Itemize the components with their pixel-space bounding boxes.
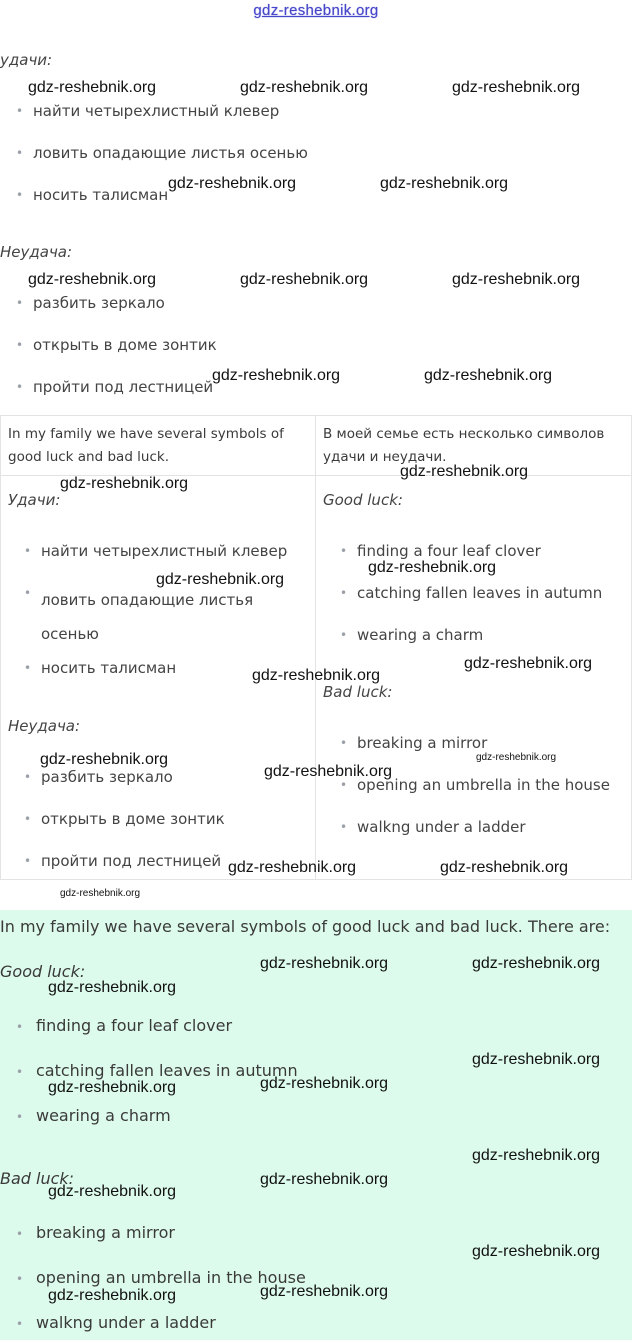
list-item: • носить талисман	[33, 185, 168, 205]
list-item: • разбить зеркало	[33, 293, 165, 313]
table-left-header: In my family we have several symbols of good luck and bad luck.	[8, 426, 284, 465]
watermark: gdz-reshebnik.org	[476, 752, 557, 763]
list-item: • открыть в доме зонтик	[33, 335, 217, 355]
list-item: • opening an umbrella in the house	[36, 1268, 306, 1287]
list-item: • ловить опадающие листья осенью	[41, 583, 271, 651]
watermark: gdz-reshebnik.org	[40, 751, 169, 768]
watermark: gdz-reshebnik.org	[472, 955, 601, 972]
table-right-bad-heading: Bad luck:	[323, 683, 393, 701]
list-item: • разбить зеркало	[41, 767, 173, 787]
watermark: gdz-reshebnik.org	[452, 79, 581, 96]
watermark: gdz-reshebnik.org	[28, 79, 157, 96]
table-column-divider	[315, 415, 316, 880]
watermark: gdz-reshebnik.org	[60, 888, 141, 899]
list-item: • walkng under a ladder	[36, 1313, 216, 1332]
watermark: gdz-reshebnik.org	[240, 271, 369, 288]
list-item: • finding a four leaf clover	[357, 541, 541, 561]
watermark: gdz-reshebnik.org	[168, 175, 297, 192]
list-item: • ловить опадающие листья осенью	[33, 143, 308, 163]
list-item: • пройти под лестницей	[41, 851, 221, 871]
watermark: gdz-reshebnik.org	[452, 271, 581, 288]
list-item: • wearing a charm	[357, 625, 483, 645]
watermark: gdz-reshebnik.org	[48, 1079, 177, 1096]
list-item: • catching fallen leaves in autumn	[357, 583, 602, 603]
watermark: gdz-reshebnik.org	[464, 655, 593, 672]
watermark: gdz-reshebnik.org	[28, 271, 157, 288]
watermark: gdz-reshebnik.org	[424, 367, 553, 384]
watermark: gdz-reshebnik.org	[260, 1171, 389, 1188]
list-item: • wearing a charm	[36, 1106, 171, 1125]
watermark: gdz-reshebnik.org	[472, 1243, 601, 1260]
bad-luck-heading-ru: Неудача:	[0, 243, 73, 261]
list-item: • открыть в доме зонтик	[41, 809, 225, 829]
site-link[interactable]: gdz-reshebnik.org	[253, 2, 379, 19]
watermark: gdz-reshebnik.org	[252, 667, 381, 684]
list-item: • найти четырехлистный клевер	[41, 541, 287, 561]
watermark: gdz-reshebnik.org	[260, 1283, 389, 1300]
watermark: gdz-reshebnik.org	[212, 367, 341, 384]
list-item: • finding a four leaf clover	[36, 1016, 232, 1035]
watermark: gdz-reshebnik.org	[260, 955, 389, 972]
watermark: gdz-reshebnik.org	[368, 559, 497, 576]
answer-intro: In my family we have several symbols of good luck and bad luck. There are:	[0, 917, 611, 936]
watermark: gdz-reshebnik.org	[240, 79, 369, 96]
list-item: • walkng under a ladder	[357, 817, 526, 837]
watermark: gdz-reshebnik.org	[380, 175, 509, 192]
watermark: gdz-reshebnik.org	[264, 763, 393, 780]
watermark: gdz-reshebnik.org	[60, 475, 189, 492]
watermark: gdz-reshebnik.org	[48, 1287, 177, 1304]
table-left-good-heading: Удачи:	[8, 491, 61, 509]
list-item: • найти четырехлистный клевер	[33, 101, 279, 121]
answer-bad-heading: Bad luck:	[0, 1169, 75, 1188]
list-item: • catching fallen leaves in autumn	[36, 1061, 298, 1080]
list-item: • пройти под лестницей	[33, 377, 213, 397]
watermark: gdz-reshebnik.org	[440, 859, 569, 876]
table-right-header: В моей семье есть несколько символов удачи и неудачи.	[323, 426, 605, 465]
watermark: gdz-reshebnik.org	[472, 1051, 601, 1068]
answer-good-heading: Good luck:	[0, 962, 86, 981]
watermark: gdz-reshebnik.org	[48, 979, 177, 996]
watermark: gdz-reshebnik.org	[228, 859, 357, 876]
list-item: • breaking a mirror	[36, 1223, 175, 1242]
table-right-good-heading: Good luck:	[323, 491, 403, 509]
list-item: • breaking a mirror	[357, 733, 487, 753]
list-item: • opening an umbrella in the house	[357, 775, 610, 795]
watermark: gdz-reshebnik.org	[260, 1075, 389, 1092]
watermark: gdz-reshebnik.org	[400, 463, 529, 480]
list-item: • носить талисман	[41, 658, 176, 678]
table-left-bad-heading: Неудача:	[8, 717, 81, 735]
watermark: gdz-reshebnik.org	[472, 1147, 601, 1164]
good-luck-heading-ru: удачи:	[0, 51, 53, 69]
watermark: gdz-reshebnik.org	[156, 571, 285, 588]
watermark: gdz-reshebnik.org	[48, 1183, 177, 1200]
